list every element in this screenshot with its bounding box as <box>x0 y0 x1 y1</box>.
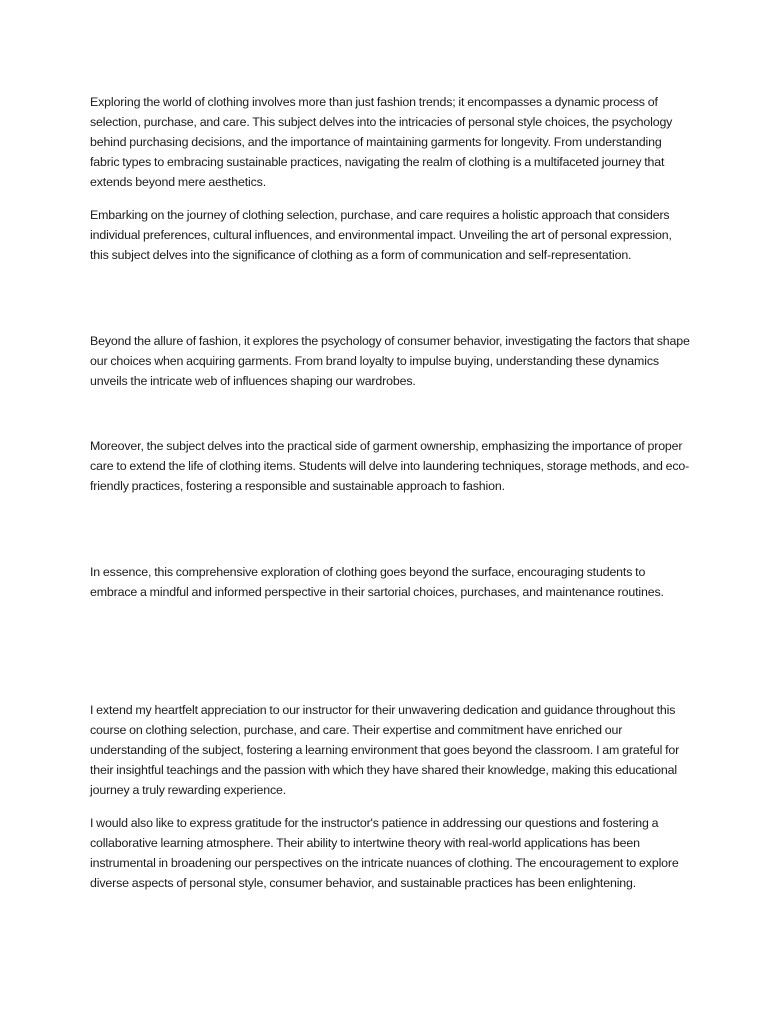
paragraph-gratitude: I would also like to express gratitude for the instructor's patience in addressing our questions and fostering a collaborative learning atmosphere. Their ability to intertwine theory with real-world applications has been instrumental in broadening our perspectives on the intricate nuances of clothing. The encouragement to explore diverse aspects of personal style, consumer behavior, and sustainable practices has been enlightening. <box>90 816 679 890</box>
paragraph-consumer-behavior: Beyond the allure of fashion, it explores the psychology of consumer behavior, investigating the factors that shape our choices when acquiring garments. From brand loyalty to impulse buying, understanding these dynamics unveils the intricate web of influences shaping our wardrobes. <box>90 334 690 388</box>
paragraph-garment-care: Moreover, the subject delves into the practical side of garment ownership, emphasizing the importance of proper care to extend the life of clothing items. Students will delve into laundering techniques, storage methods, and eco-friendly practices, fostering a responsible and sustainable approach to fashion. <box>90 439 690 493</box>
paragraph-acknowledgement: I extend my heartfelt appreciation to our instructor for their unwavering dedication and guidance throughout this course on clothing selection, purchase, and care. Their expertise and commitment have enriched our understanding of the subject, fostering a learning environment that goes beyond the classroom. I am grateful for their insightful teachings and the passion with which they have shared their knowledge, making this educational journey a truly rewarding experience. <box>90 703 680 797</box>
paragraph-conclusion: In essence, this comprehensive exploration of clothing goes beyond the surface, encouraging students to embrace a mindful and informed perspective in their sartorial choices, purchases, and maintenance routines. <box>90 565 664 599</box>
paragraph-holistic-approach: Embarking on the journey of clothing selection, purchase, and care requires a holistic approach that considers individual preferences, cultural influences, and environmental impact. Unveiling the art of personal expression, this subject delves into the significance of clothing as a form of communication and self-representation. <box>90 208 672 262</box>
paragraph-introduction: Exploring the world of clothing involves more than just fashion trends; it encompasses a dynamic process of selection, purchase, and care. This subject delves into the intricacies of personal style choices, the psychology behind purchasing decisions, and the importance of maintaining garments for longevity. From understanding fabric types to embracing sustainable practices, navigating the realm of clothing is a multifaceted journey that extends beyond mere aesthetics. <box>90 95 673 189</box>
